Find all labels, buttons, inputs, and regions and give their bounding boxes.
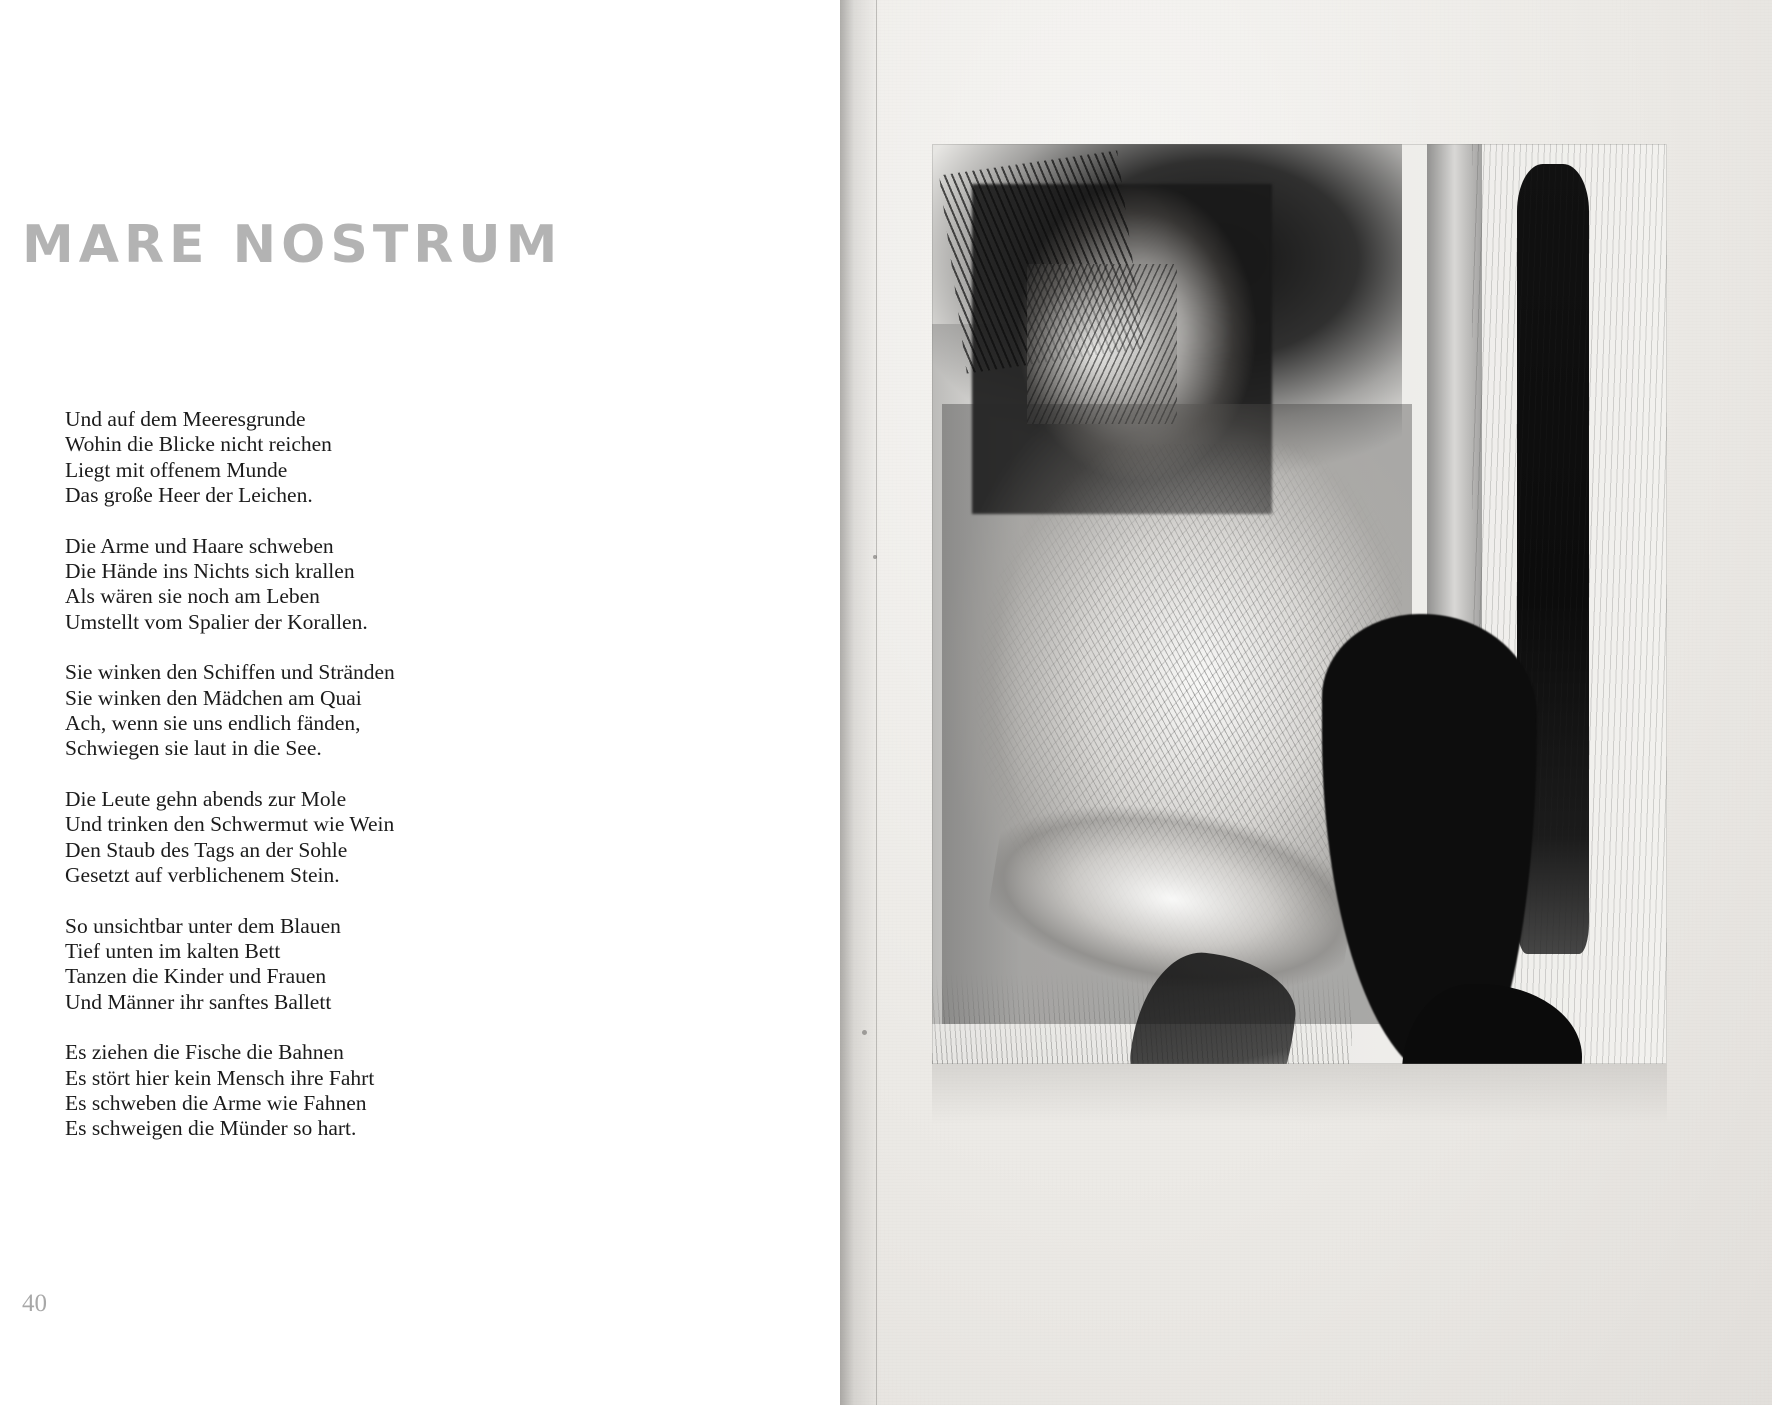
- poem-line: Es schweben die Arme wie Fahnen: [65, 1090, 367, 1115]
- poem-line: Umstellt vom Spalier der Korallen.: [65, 609, 368, 634]
- artwork-plate: [932, 144, 1667, 1064]
- poem-line: Es stört hier kein Mensch ihre Fahrt: [65, 1065, 375, 1090]
- poem-line: Es schweigen die Münder so hart.: [65, 1116, 357, 1141]
- artwork-bottom-wash: [932, 974, 1352, 1064]
- stanza: [65, 407, 485, 509]
- binding-gutter: [840, 0, 880, 1405]
- poem-line: Es ziehen die Fische die Bahnen: [65, 1040, 344, 1065]
- poem-line: Gesetzt auf verblichenem Stein.: [65, 863, 340, 888]
- poem-line: Und trinken den Schwermut wie Wein: [65, 812, 395, 837]
- artwork-face-detail: [1027, 264, 1177, 424]
- stanza: [65, 1040, 485, 1142]
- poem-line: Das große Heer der Leichen.: [65, 483, 313, 508]
- poem-line: Wohin die Blicke nicht reichen: [65, 432, 332, 457]
- poem-line: Sie winken den Schiffen und Stränden: [65, 660, 395, 685]
- stanza: [65, 660, 485, 762]
- stanza: [65, 534, 485, 636]
- left-page: [0, 0, 840, 1405]
- right-page: [840, 0, 1772, 1405]
- poem-line: Tanzen die Kinder und Frauen: [65, 964, 327, 989]
- poem-line: Die Hände ins Nichts sich krallen: [65, 559, 355, 584]
- poem-line: Liegt mit offenem Munde: [65, 457, 288, 482]
- poem-line: Ach, wenn sie uns endlich fänden,: [65, 711, 361, 736]
- gutter-line: [876, 0, 877, 1405]
- poem-line: Den Staub des Tags an der Sohle: [65, 837, 348, 862]
- poem-line: Als wären sie noch am Leben: [65, 584, 320, 609]
- stanza: [65, 787, 485, 889]
- poem-body: [65, 407, 485, 1167]
- paper-speck: [862, 1030, 867, 1035]
- page-title: MARE NOSTRUM: [22, 215, 563, 275]
- poem-line: So unsichtbar unter dem Blauen: [65, 913, 341, 938]
- plate-shadow: [932, 1064, 1667, 1124]
- poem-line: Und auf dem Meeresgrunde: [65, 407, 306, 431]
- poem-line: Schwiegen sie laut in die See.: [65, 736, 322, 761]
- page-number: 40: [22, 1290, 47, 1317]
- poem-line: Die Leute gehn abends zur Mole: [65, 786, 347, 811]
- poem-line: Sie winken den Mädchen am Quai: [65, 685, 362, 710]
- poem-line: Tief unten im kalten Bett: [65, 938, 281, 963]
- poem-line: Und Männer ihr sanftes Ballett: [65, 989, 332, 1014]
- poem-line: Die Arme und Haare schweben: [65, 533, 334, 558]
- stanza: [65, 914, 485, 1016]
- paper-speck: [873, 555, 877, 559]
